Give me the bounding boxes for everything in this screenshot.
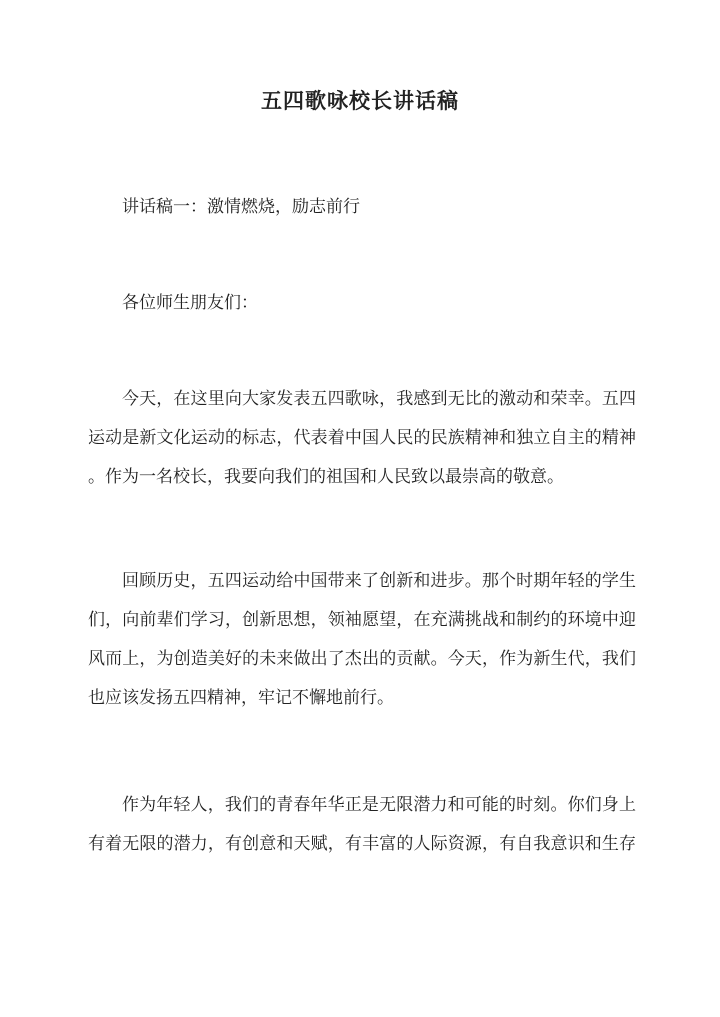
text-line: 作为年轻人，我们的青春年华正是无限潜力和可能的时刻。你们身上 <box>122 795 636 815</box>
salutation-paragraph <box>88 284 636 323</box>
text-line: 各位师生朋友们： <box>122 293 258 313</box>
text-line: 。作为一名校长，我要向我们的祖国和人民致以最崇高的敬意。 <box>88 467 564 487</box>
text-line: 今天，在这里向大家发表五四歌咏，我感到无比的激动和荣幸。五四 <box>122 389 636 409</box>
body-paragraph-1 <box>88 380 636 497</box>
subtitle-paragraph <box>88 188 636 227</box>
body-paragraph-3 <box>88 786 636 864</box>
text-line: 们，向前辈们学习，创新思想，领袖愿望，在充满挑战和制约的环境中迎 <box>88 610 636 630</box>
text-line: 运动是新文化运动的标志，代表着中国人民的民族精神和独立自主的精神 <box>88 428 636 448</box>
text-line: 回顾历史，五四运动给中国带来了创新和进步。那个时期年轻的学生 <box>122 571 636 591</box>
text-line: 讲话稿一：激情燃烧，励志前行 <box>122 197 360 217</box>
document-title: 五四歌咏校长讲话稿 <box>261 88 459 113</box>
body-paragraph-2 <box>88 562 636 718</box>
text-line: 风而上，为创造美好的未来做出了杰出的贡献。今天，作为新生代，我们 <box>88 649 636 669</box>
text-line: 也应该发扬五四精神，牢记不懈地前行。 <box>88 688 394 708</box>
text-line: 有着无限的潜力，有创意和天赋，有丰富的人际资源，有自我意识和生存 <box>88 834 636 854</box>
